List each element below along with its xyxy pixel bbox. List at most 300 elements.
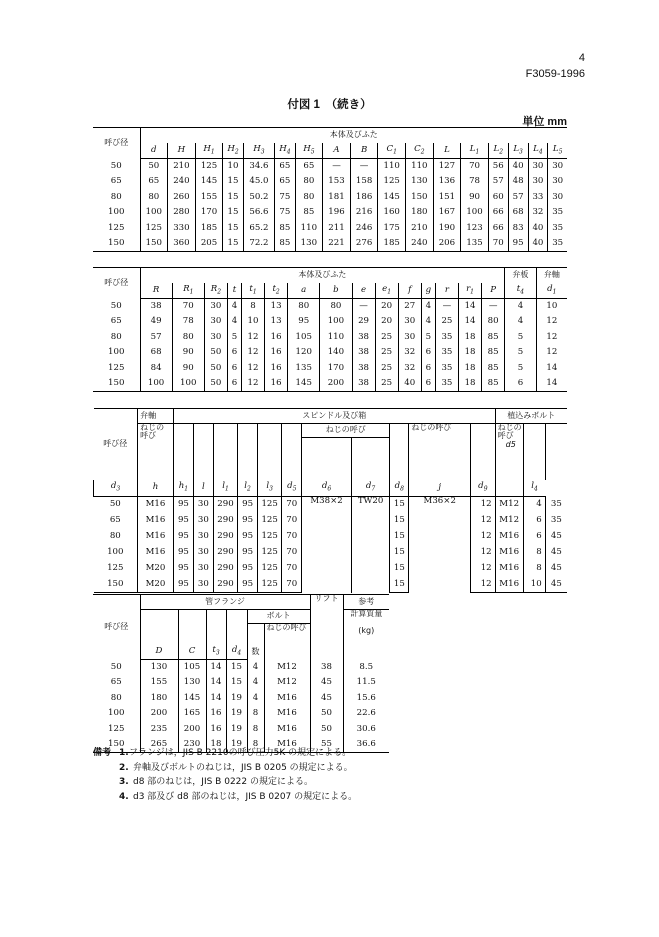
value-cell: 5 (421, 330, 435, 346)
symbol-cell: f (398, 283, 421, 299)
remark-number: 3. (119, 777, 129, 788)
value-cell: 290 (213, 529, 237, 545)
value-cell: 16 (265, 330, 288, 346)
remark-item (93, 790, 357, 805)
value-cell: 45 (310, 691, 343, 707)
value-cell: 240 (168, 174, 196, 190)
valve-stem-header: 弁軸 (536, 268, 567, 283)
value-cell: 25 (375, 361, 398, 377)
value-cell: 151 (433, 190, 461, 206)
value-cell: 200 (320, 376, 352, 392)
value-cell: 57 (508, 190, 528, 206)
value-cell: 170 (195, 205, 223, 221)
value-cell: TW20 (351, 497, 389, 593)
value-cell: 135 (288, 361, 320, 377)
size-cell: 50 (109, 499, 121, 510)
value-cell: M38×2 (302, 497, 352, 593)
value-cell: 80 (172, 330, 204, 346)
size-cell: 65 (110, 677, 122, 688)
value-cell: 130 (406, 174, 434, 190)
value-cell: 127 (433, 159, 461, 175)
page-number: 4 (578, 52, 585, 64)
value-cell: 80 (320, 299, 352, 315)
table-row (93, 159, 567, 175)
symbol-cell: $d_9$ (471, 480, 496, 497)
value-cell: 38 (352, 376, 375, 392)
size-cell: 65 (109, 514, 121, 525)
symbol-cell: $H_3$ (243, 143, 275, 159)
value-cell: 125 (195, 159, 223, 175)
value-cell: 8 (523, 561, 545, 577)
value-cell: 360 (168, 236, 196, 252)
value-cell: 15.6 (343, 691, 389, 707)
symbol-cell: r (435, 283, 458, 299)
value-cell: 110 (406, 159, 434, 175)
value-cell: 85 (275, 236, 295, 252)
size-cell: 150 (93, 236, 140, 252)
value-cell: 30 (204, 314, 227, 330)
value-cell: 4 (247, 675, 264, 691)
value-cell: M16 (264, 706, 310, 722)
value-cell: 45 (310, 675, 343, 691)
symbol-cell: a (288, 283, 320, 299)
value-cell: 70 (282, 545, 302, 561)
symbol-cell: $R_2$ (204, 283, 227, 299)
value-cell: 83 (508, 221, 528, 237)
value-cell: M16 (495, 577, 523, 593)
value-cell: 4 (505, 299, 537, 315)
value-cell: 95 (238, 529, 258, 545)
value-cell: 15 (223, 221, 243, 237)
symbol-cell: $d_6$ (302, 480, 352, 497)
value-cell: 90 (172, 345, 204, 361)
mass-header: 計算質量 (kg) (343, 610, 389, 660)
value-cell: 12 (241, 376, 264, 392)
size-cell: 150 (93, 376, 140, 392)
value-cell: 10 (223, 159, 243, 175)
symbol-cell: H (168, 143, 196, 159)
value-cell: 6 (523, 529, 545, 545)
value-cell: 153 (323, 174, 351, 190)
size-cell: 50 (110, 661, 122, 672)
value-cell: 6 (505, 376, 537, 392)
value-cell: 105 (288, 330, 320, 346)
size-cell: 50 (110, 160, 122, 171)
value-cell: 123 (461, 221, 489, 237)
value-cell: 14 (206, 660, 226, 676)
value-cell: 206 (433, 236, 461, 252)
symbol-cell: $t_4$ (505, 283, 537, 299)
value-cell: 18 (458, 376, 481, 392)
value-cell: 80 (288, 299, 320, 315)
table-row (93, 722, 389, 738)
table-row (93, 361, 567, 377)
value-cell: 6 (523, 513, 545, 529)
value-cell: 175 (378, 221, 406, 237)
value-cell: 14 (206, 675, 226, 691)
group-header: 本体及びふた (140, 268, 505, 283)
value-cell: 78 (461, 174, 489, 190)
value-cell: 15 (390, 545, 409, 561)
value-cell: 120 (288, 345, 320, 361)
value-cell: 50 (310, 706, 343, 722)
value-cell: 84 (140, 361, 172, 377)
value-cell: 15 (223, 236, 243, 252)
value-cell: 8 (247, 706, 264, 722)
table-row (93, 345, 567, 361)
value-cell: 68 (140, 345, 172, 361)
pipe-flange-table (93, 594, 389, 753)
value-cell: 80 (482, 314, 505, 330)
value-cell: 12 (536, 314, 567, 330)
value-cell: 15 (226, 675, 247, 691)
value-cell: 8 (247, 722, 264, 738)
value-cell: 6 (421, 376, 435, 392)
value-cell: 70 (461, 159, 489, 175)
value-cell: 57 (140, 330, 172, 346)
value-cell: — (352, 299, 375, 315)
size-cell: 125 (107, 562, 124, 573)
size-cell: 100 (107, 546, 124, 557)
value-cell: 210 (168, 159, 196, 175)
value-cell: 30 (204, 330, 227, 346)
remark-text: 弁軸及びボルトのねじは，JIS B 0205 の規定による。 (133, 762, 353, 773)
size-cell: 65 (110, 316, 122, 327)
table-row (93, 376, 567, 392)
value-cell: 30.6 (343, 722, 389, 738)
table-row (93, 174, 567, 190)
value-cell: 35 (435, 376, 458, 392)
value-cell: 10 (536, 299, 567, 315)
symbol-cell: D (140, 644, 178, 660)
value-cell: 16 (265, 361, 288, 377)
value-cell: 15 (390, 577, 409, 593)
value-cell: 35 (435, 361, 458, 377)
symbol-cell: $t_3$ (206, 644, 226, 660)
value-cell: 265 (140, 737, 178, 753)
value-cell: 190 (433, 221, 461, 237)
value-cell: 8 (523, 545, 545, 561)
value-cell: 4 (421, 299, 435, 315)
value-cell: 45 (545, 577, 567, 593)
value-cell: 16 (206, 722, 226, 738)
value-cell: 36.6 (343, 737, 389, 753)
value-cell: 35 (548, 221, 567, 237)
value-cell: 12 (241, 361, 264, 377)
symbol-cell: R (140, 283, 172, 299)
value-cell: 4 (247, 691, 264, 707)
value-cell: M12 (495, 513, 523, 529)
symbol-cell: $d_5$ (282, 480, 302, 497)
table-row (94, 497, 568, 513)
value-cell: 100 (140, 205, 168, 221)
value-cell: 12 (471, 497, 496, 513)
symbol-cell: $t_1$ (241, 283, 264, 299)
symbol-cell: $d_8$ (390, 480, 409, 497)
value-cell: 12 (471, 513, 496, 529)
flange-header: 管フランジ (140, 595, 310, 610)
value-cell: 290 (213, 513, 237, 529)
value-cell: 60 (488, 190, 508, 206)
value-cell: 12 (241, 330, 264, 346)
remark-label: 備考 (93, 748, 112, 758)
size-cell: 80 (110, 191, 122, 202)
value-cell: 125 (258, 561, 282, 577)
value-cell: 35 (545, 513, 567, 529)
symbol-cell: $H_5$ (295, 143, 323, 159)
spindle-thread-label: ねじの呼び (302, 424, 390, 438)
remark-text: d3 部及び d8 部のねじは，JIS B 0207 の規定による。 (133, 792, 358, 803)
value-cell: 210 (406, 221, 434, 237)
bolt-thread-label: ねじの呼び d5 (495, 424, 523, 480)
value-cell: 65.2 (243, 221, 275, 237)
body-and-cover-table-2 (93, 267, 567, 392)
symbol-cell: $l_1$ (213, 480, 237, 497)
value-cell: 18 (458, 345, 481, 361)
value-cell: 38 (140, 299, 172, 315)
reference-header: 参考 (343, 595, 389, 610)
value-cell: 25 (375, 330, 398, 346)
symbol-cell: $d_7$ (351, 480, 389, 497)
remark-number: 1. (119, 748, 129, 758)
value-cell: 95 (238, 497, 258, 513)
value-cell: 180 (140, 691, 178, 707)
value-cell: 15 (223, 190, 243, 206)
value-cell: 10 (241, 314, 264, 330)
value-cell: 35 (548, 236, 567, 252)
value-cell: 260 (168, 190, 196, 206)
value-cell: 100 (461, 205, 489, 221)
symbol-cell: b (320, 283, 352, 299)
value-cell: 15 (390, 513, 409, 529)
value-cell: 95 (288, 314, 320, 330)
value-cell: 85 (482, 361, 505, 377)
value-cell: 8 (247, 737, 264, 753)
size-cell: 125 (108, 222, 125, 233)
table-row (93, 330, 567, 346)
symbol-cell: $d_1$ (536, 283, 567, 299)
size-cell: 100 (108, 708, 125, 719)
value-cell: 95 (173, 577, 193, 593)
value-cell: 38 (352, 361, 375, 377)
symbol-cell: $C_1$ (378, 143, 406, 159)
value-cell: 30 (528, 159, 548, 175)
value-cell: 70 (282, 577, 302, 593)
value-cell: 40 (528, 221, 548, 237)
value-cell: 68 (508, 205, 528, 221)
value-cell: 95 (238, 545, 258, 561)
symbol-cell: $R_1$ (172, 283, 204, 299)
value-cell: 70 (282, 513, 302, 529)
value-cell: M16 (138, 497, 174, 513)
value-cell: 12 (241, 345, 264, 361)
value-cell: 16 (265, 376, 288, 392)
value-cell: 216 (350, 205, 378, 221)
symbol-cell: $H_1$ (195, 143, 223, 159)
value-cell: M16 (264, 691, 310, 707)
value-cell: 105 (178, 660, 206, 676)
size-cell: 80 (109, 530, 121, 541)
value-cell: 110 (295, 221, 323, 237)
value-cell: 56.6 (243, 205, 275, 221)
symbol-cell: $H_2$ (223, 143, 243, 159)
value-cell: 158 (350, 174, 378, 190)
value-cell: 180 (406, 205, 434, 221)
symbol-cell: $L_3$ (508, 143, 528, 159)
value-cell: 95 (238, 561, 258, 577)
value-cell: 211 (323, 221, 351, 237)
value-cell: 276 (350, 236, 378, 252)
value-cell: 125 (258, 497, 282, 513)
table-row (93, 205, 567, 221)
value-cell: 85 (482, 376, 505, 392)
size-cell: 100 (108, 207, 125, 218)
value-cell: 25 (375, 345, 398, 361)
value-cell: 30 (548, 190, 567, 206)
symbol-cell: j (409, 480, 471, 497)
value-cell: 200 (140, 706, 178, 722)
value-cell: 32 (398, 345, 421, 361)
value-cell: 90 (172, 361, 204, 377)
size-cell: 100 (108, 347, 125, 358)
value-cell: 200 (178, 722, 206, 738)
value-cell: 150 (140, 236, 168, 252)
table-row (93, 706, 389, 722)
value-cell: 35 (435, 345, 458, 361)
value-cell: M12 (264, 675, 310, 691)
value-cell: 13 (265, 314, 288, 330)
value-cell: 6 (227, 361, 241, 377)
value-cell: 14 (458, 314, 481, 330)
value-cell: 130 (178, 675, 206, 691)
symbol-cell: $d_3$ (94, 480, 138, 497)
symbol-cell: $t_2$ (265, 283, 288, 299)
value-cell: 30 (193, 529, 213, 545)
size-cell: 150 (94, 577, 138, 593)
value-cell: 110 (378, 159, 406, 175)
value-cell: 80 (295, 190, 323, 206)
value-cell: 95 (173, 561, 193, 577)
value-cell: 130 (295, 236, 323, 252)
symbol-cell: $L_4$ (528, 143, 548, 159)
value-cell: 12 (471, 545, 496, 561)
value-cell: 40 (398, 376, 421, 392)
value-cell: 80 (295, 174, 323, 190)
value-cell: 150 (406, 190, 434, 206)
bolt-count-header: 数 (247, 624, 264, 660)
value-cell: — (435, 299, 458, 315)
value-cell: M16 (495, 561, 523, 577)
value-cell: 65 (140, 174, 168, 190)
value-cell: M16 (138, 529, 174, 545)
value-cell: 45 (545, 529, 567, 545)
value-cell: — (482, 299, 505, 315)
size-header: 呼び径 (93, 128, 140, 159)
value-cell: 50 (204, 376, 227, 392)
value-cell: 45 (545, 561, 567, 577)
value-cell: M16 (138, 545, 174, 561)
bolt-header: ボルト (247, 610, 310, 624)
table-row (93, 691, 389, 707)
value-cell: 12 (471, 561, 496, 577)
value-cell: 72.2 (243, 236, 275, 252)
table-row (93, 299, 567, 315)
value-cell: 56 (488, 159, 508, 175)
value-cell: M16 (138, 513, 174, 529)
value-cell: 30 (548, 159, 567, 175)
value-cell: 165 (178, 706, 206, 722)
lift-header: リフト (310, 595, 343, 660)
value-cell: 15 (390, 529, 409, 545)
symbol-cell: $L_1$ (461, 143, 489, 159)
value-cell: 125 (258, 529, 282, 545)
value-cell: 20 (375, 314, 398, 330)
value-cell: 196 (323, 205, 351, 221)
value-cell: 6 (421, 345, 435, 361)
value-cell: 15 (390, 497, 409, 513)
value-cell: 35 (435, 330, 458, 346)
value-cell: 30 (193, 513, 213, 529)
value-cell: 30 (398, 330, 421, 346)
value-cell: 85 (482, 330, 505, 346)
value-cell: 4 (227, 314, 241, 330)
symbol-cell: e (352, 283, 375, 299)
value-cell: 19 (226, 706, 247, 722)
value-cell: 85 (275, 221, 295, 237)
value-cell: 14 (536, 376, 567, 392)
symbol-cell: l (193, 480, 213, 497)
value-cell: 70 (282, 529, 302, 545)
value-cell: 240 (406, 236, 434, 252)
value-cell: 18 (458, 361, 481, 377)
value-cell: 4 (227, 299, 241, 315)
stem-thread-label: ねじの呼び (138, 424, 174, 480)
value-cell: 145 (178, 691, 206, 707)
value-cell: 30 (193, 561, 213, 577)
remark-item (93, 746, 357, 761)
value-cell: 65 (275, 159, 295, 175)
value-cell: M12 (495, 497, 523, 513)
value-cell: 95 (238, 513, 258, 529)
value-cell: 130 (140, 660, 178, 676)
value-cell: 12 (471, 577, 496, 593)
value-cell: 50.2 (243, 190, 275, 206)
size-cell: 125 (108, 723, 125, 734)
value-cell: 145 (195, 174, 223, 190)
symbol-cell: g (421, 283, 435, 299)
symbol-cell: $L_5$ (548, 143, 567, 159)
spindle-table (93, 408, 567, 593)
value-cell: 34.6 (243, 159, 275, 175)
value-cell: M36×2 (409, 497, 471, 593)
value-cell: 29 (352, 314, 375, 330)
value-cell: 290 (213, 497, 237, 513)
value-cell: 38 (352, 345, 375, 361)
value-cell: 27 (398, 299, 421, 315)
value-cell: 185 (378, 236, 406, 252)
value-cell: 5 (505, 330, 537, 346)
value-cell: 6 (227, 345, 241, 361)
value-cell: M16 (495, 545, 523, 561)
value-cell: 290 (213, 561, 237, 577)
value-cell: 95 (508, 236, 528, 252)
value-cell: 40 (508, 159, 528, 175)
symbol-cell: $l_2$ (238, 480, 258, 497)
symbol-cell: h (138, 480, 174, 497)
value-cell: 32 (398, 361, 421, 377)
value-cell: 125 (258, 545, 282, 561)
value-cell: 30 (193, 577, 213, 593)
